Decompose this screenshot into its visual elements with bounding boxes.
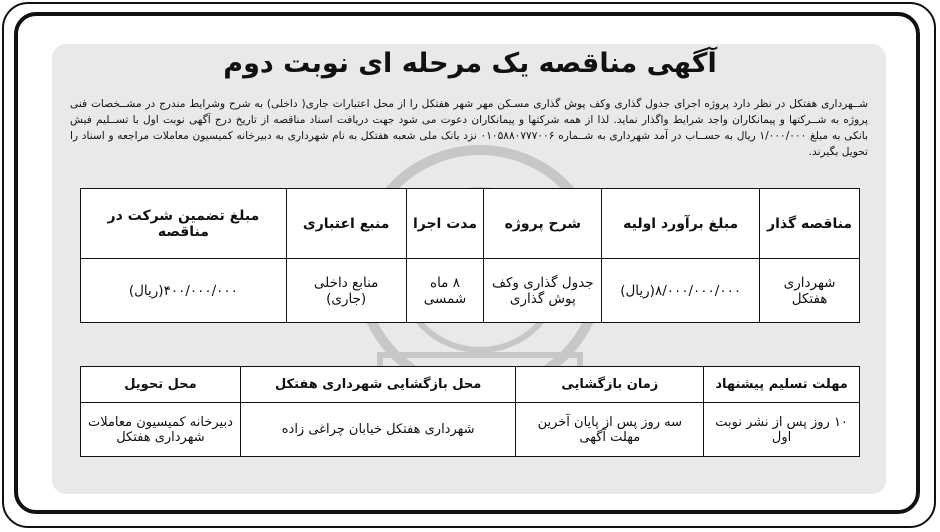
table-header-cell: منبع اعتباری — [286, 189, 406, 259]
table-header-row — [81, 189, 860, 259]
notice-title: آگهی مناقصه یک مرحله ای نوبت دوم — [223, 48, 717, 79]
table-cell: ۴۰۰/۰۰۰/۰۰۰(ریال) — [81, 259, 287, 323]
table-cell: ۱۰ روز پس از نشر نوبت اول — [704, 403, 860, 457]
table-row — [81, 259, 860, 323]
table-header-cell: مهلت تسلیم پیشنهاد — [704, 367, 860, 403]
schedule-table — [80, 366, 860, 457]
table-header-cell: مبلغ تضمین شرکت در مناقصه — [81, 189, 287, 259]
table-cell: دبیرخانه کمیسیون معاملات شهرداری هفتکل — [81, 403, 241, 457]
table-cell: شهرداری هفتکل — [760, 259, 860, 323]
table-header-cell: محل بازگشایی شهرداری هفتکل — [240, 367, 516, 403]
table-cell: ۸ ماه شمسی — [406, 259, 484, 323]
table-cell: شهرداری هفتکل خیابان چراغی زاده — [240, 403, 516, 457]
table-header-cell: محل تحویل — [81, 367, 241, 403]
table-header-row — [81, 367, 860, 403]
table-header-cell: زمان بازگشایی — [516, 367, 704, 403]
table-cell: منابع داخلی (جاری) — [286, 259, 406, 323]
table-header-cell: مبلغ برآورد اولیه — [602, 189, 760, 259]
table-cell: سه روز پس از پایان آخرین مهلت آگهی — [516, 403, 704, 457]
table-header-cell: مدت اجرا — [406, 189, 484, 259]
tender-details-table — [80, 188, 860, 323]
table-row — [81, 403, 860, 457]
notice-body: شــهرداری هفتکل در نظر دارد پروژه اجرای جدول گذاری وکف پوش گذاری مسـکن مهر شهر هفتکل را از محل اعتبارات جاری( داخلی) به شرح وشرایط مندرج در مشــخصات فنی پروژه به شــرکتها و پیمانکاران واجد شرایط واگذار نماید. لذا از همه شرکتها و پیمانکاران دعوت می شود جهت دریافت اسناد مناقصه از تاریخ درج آگهی نوبت اول با تســلیم فیش بانکی به مبلغ ۱/۰۰۰/۰۰۰ ریال به حســاب در آمد شهرداری به شــماره ۰۱۰۵۸۸۰۷۷۷۰۰۶ نزد بانک ملی شعبه هفتکل به نام شهرداری به دبیرخانه کمیسیون معاملات مراجعه و اسناد را تحویل بگیرند. — [70, 98, 868, 158]
table-cell: ۸/۰۰۰/۰۰۰/۰۰۰(ریال) — [602, 259, 760, 323]
table-cell: جدول گذاری وکف پوش گذاری — [484, 259, 602, 323]
table-header-cell: مناقصه گذار — [760, 189, 860, 259]
table-header-cell: شرح پروژه — [484, 189, 602, 259]
